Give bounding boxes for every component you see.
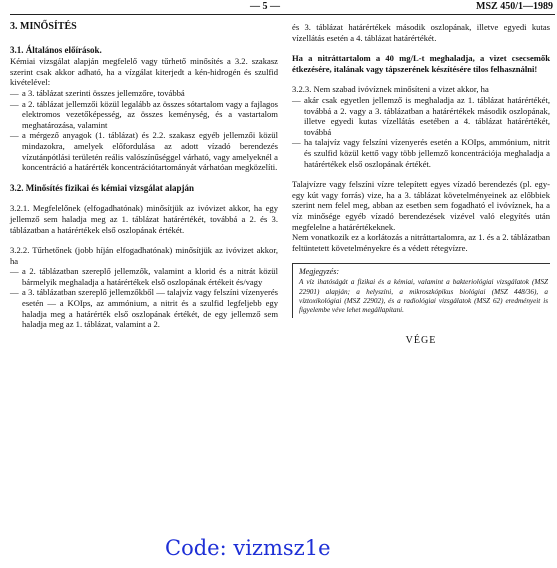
note-text: A víz ihatóságát a fizikai és a kémiai, valamint a bakteriológiai vizsgálatok (MSZ 22901) alapján; a helyszíni, a mikroszkópikus biológiai (MSZ 448/36), a víztoxikológiai (MSZ 22902), és a radiológiai vizsgálatok (MSZ 62) eredményeit is figyelembe véve lehet megállapítani. — [299, 278, 548, 315]
well-restriction-paragraph: Talajvízre vagy felszíni vízre telepített egyes vízadó berendezés (pl. egy-egy kút vagy forrás) vize, ha a 3. táblázat követelményeinek az előbbiek szerint nem felel meg, abban az esetben sem fogadható el ivóvíznek, ha a víz minősége egyéb vízadó berendezések vizével való elegyítés után megfelelne a határértékeknek. — [292, 179, 550, 232]
subsection-3-2-2-intro: 3.2.2. Tűrhetőnek (jobb híján elfogadhatónak) minősítjük az ivóvizet akkor, ha — [10, 245, 278, 266]
page-header — [10, 0, 555, 16]
list-item: — akár csak egyetlen jellemző is meghaladja az 1. táblázat határértékét, továbbá a 2. vagy a 3. táblázatban a határértékek második oszlopának, illetve egyedi kutas vízellátás esetében a 4. táblázat határértékét, továbbá — [292, 94, 550, 137]
list-item: — ha talajvíz vagy felszíni vízenyerés esetén a KOIps, ammónium, nitrit és szulfid közül kettő vagy több jellemző koncentrációja meghaladja a határértékek első oszlopának értékét. — [292, 137, 550, 169]
code-label: Code: vizmsz1e — [165, 536, 331, 560]
subsection-3-1-intro: Kémiai vizsgálat alapján megfelelő vagy tűrhető minősítés a 3.2. szakasz szerint csak akkor adható, ha a vízgálat kiterjedt a kén-hidrogén és szulfid kivételével: — [10, 56, 278, 88]
list-item: — a 3. táblázat szerinti összes jellemzőre, továbbá — [10, 87, 185, 98]
header-rule — [10, 14, 555, 15]
right-column — [292, 22, 550, 347]
page-number: — 5 — — [250, 1, 280, 12]
subsection-3-2-3-intro: 3.2.3. Nem szabad ivóvíznek minősíteni a vizet akkor, ha — [292, 84, 489, 95]
subsection-3-2-3-list — [292, 95, 550, 169]
list-item: — a 2. táblázatban szereplő jellemzők, valamint a klorid és a nitrát közül bármelyik meghaladja a határértékek első oszlopának értékeit és/vagy — [10, 266, 278, 287]
list-item: — a 3. táblázatban szereplő jellemzőkből — talajvíz vagy felszíni vízenyerés esetén — a KOIps, az ammónium, a nitrit és a szulfid legfeljebb egy haladja meg a határérték első oszlopának értékét, de egy jellemző sem haladja meg az 1. táblázat, valamint a 2. — [10, 287, 278, 330]
note-box — [292, 263, 550, 318]
standard-number: MSZ 450/1—1989 — [476, 1, 553, 12]
nitrate-warning: Ha a nitráttartalom a 40 mg/L-t meghaladja, a vizet csecsemők étkezésére, italának vagy tápszerének készítésére tilos felhasználni! — [292, 53, 550, 74]
end-marker: VÉGE — [405, 335, 437, 347]
subsection-3-2-title: 3.2. Minősítés fizikai és kémiai vizsgálat alapján — [10, 182, 194, 193]
section-title: 3. MINŐSÍTÉS — [10, 21, 77, 32]
subsection-3-2-2-list — [10, 266, 278, 330]
subsection-3-1-title: 3.1. Általános előírások. — [10, 44, 102, 55]
subsection-3-2-1-paragraph: 3.2.1. Megfelelőnek (elfogadhatónak) minősítjük az ivóvizet akkor, ha egy jellemző sem haladja meg az 1. táblázat határértékét, továbbá a 2. és 3. táblázatban a határértékek első oszlopának értékét. — [10, 203, 278, 235]
subsection-3-1-list — [10, 88, 278, 173]
list-item: — a 2. táblázat jellemzői közül legalább az összes sótartalom vagy a fajlagos elektromos vezetőképesség, az összes keménység, és a vastartalom meghatározása, valamint — [10, 98, 278, 130]
left-column — [10, 22, 278, 340]
restriction-exception-paragraph: Nem vonatkozik ez a korlátozás a nitráttartalomra, az 1. és a 2. táblázatban feltüntetett követelményekre és a védett rétegvízre. — [292, 232, 550, 253]
continuation-paragraph: és 3. táblázat határértékek második oszlopának, illetve egyedi kutas vízellátás esetén a 4. táblázat határértékét. — [292, 22, 550, 43]
note-title: Megjegyzés: — [299, 267, 339, 277]
list-item: — a mérgező anyagok (1. táblázat) és 2.2. szakasz egyéb jellemzői közül mindazokra, amelyek előfordulása az adott vízadó berendezés vízutánpótlási területén reális valószínűséggel várható, vagy amelyeknél a koncentráció a határérték koncentrációtartományát várhatóan megközelíti. — [10, 130, 278, 173]
